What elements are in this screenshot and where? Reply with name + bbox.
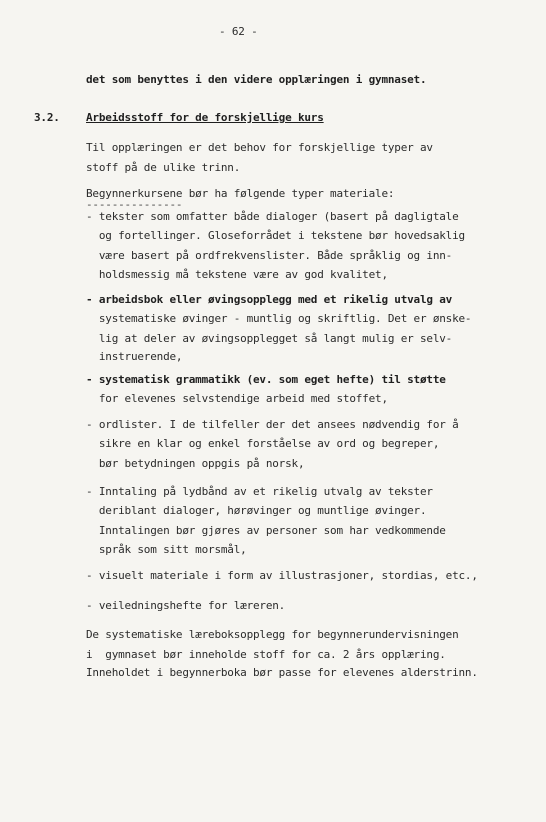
- list-item-line: bør betydningen oppgis på norsk,: [86, 457, 305, 470]
- closing-line: De systematiske læreboksopplegg for begynnerundervisningen: [86, 628, 459, 641]
- list-item-line: - veiledningshefte for læreren.: [86, 599, 286, 612]
- list-item-line: sikre en klar og enkel forståelse av ord og begreper,: [86, 437, 440, 450]
- list-item-line: være basert på ordfrekvenslister. Både språklig og inn-: [86, 249, 453, 262]
- page-number: - 62 -: [219, 25, 258, 38]
- dash-underline: ---------------: [86, 198, 183, 211]
- list-item-line: - Inntaling på lydbånd av et rikelig utvalg av tekster: [86, 485, 433, 498]
- section-title: Arbeidsstoff for de forskjellige kurs: [86, 111, 324, 124]
- list-item-line: og fortellinger. Gloseforrådet i tekstene bør hovedsaklig: [86, 229, 465, 242]
- list-item-line: - visuelt materiale i form av illustrasjoner, stordias, etc.,: [86, 569, 478, 582]
- list-item-line: instruerende,: [86, 350, 183, 363]
- closing-line: i gymnaset bør inneholde stoff for ca. 2 års opplæring.: [86, 648, 446, 661]
- list-item-line: - systematisk grammatikk (ev. som eget hefte) til støtte: [86, 373, 446, 386]
- list-item-line: systematiske øvinger - muntlig og skriftlig. Det er ønske-: [86, 312, 472, 325]
- section-number: 3.2.: [34, 111, 60, 124]
- paragraph-line: stoff på de ulike trinn.: [86, 161, 241, 174]
- list-item-line: - arbeidsbok eller øvingsopplegg med et rikelig utvalg av: [86, 293, 453, 306]
- list-item-line: - tekster som omfatter både dialoger (basert på dagligtale: [86, 210, 459, 223]
- list-item-line: - ordlister. I de tilfeller der det ansees nødvendig for å: [86, 418, 459, 431]
- intro-line: det som benyttes i den videre opplæringen i gymnaset.: [86, 73, 427, 86]
- beginner-intro: Begynnerkursene bør ha følgende typer materiale:: [86, 187, 395, 200]
- paragraph-line: Til opplæringen er det behov for forskjellige typer av: [86, 141, 433, 154]
- list-item-line: holdsmessig må tekstene være av god kvalitet,: [86, 268, 388, 281]
- closing-line: Inneholdet i begynnerboka bør passe for elevenes alderstrinn.: [86, 666, 478, 679]
- list-item-line: lig at deler av øvingsopplegget så langt mulig er selv-: [86, 332, 453, 345]
- list-item-line: deriblant dialoger, hørøvinger og muntlige øvinger.: [86, 504, 427, 517]
- list-item-line: for elevenes selvstendige arbeid med stoffet,: [86, 392, 388, 405]
- list-item-line: Inntalingen bør gjøres av personer som har vedkommende: [86, 524, 446, 537]
- list-item-line: språk som sitt morsmål,: [86, 543, 247, 556]
